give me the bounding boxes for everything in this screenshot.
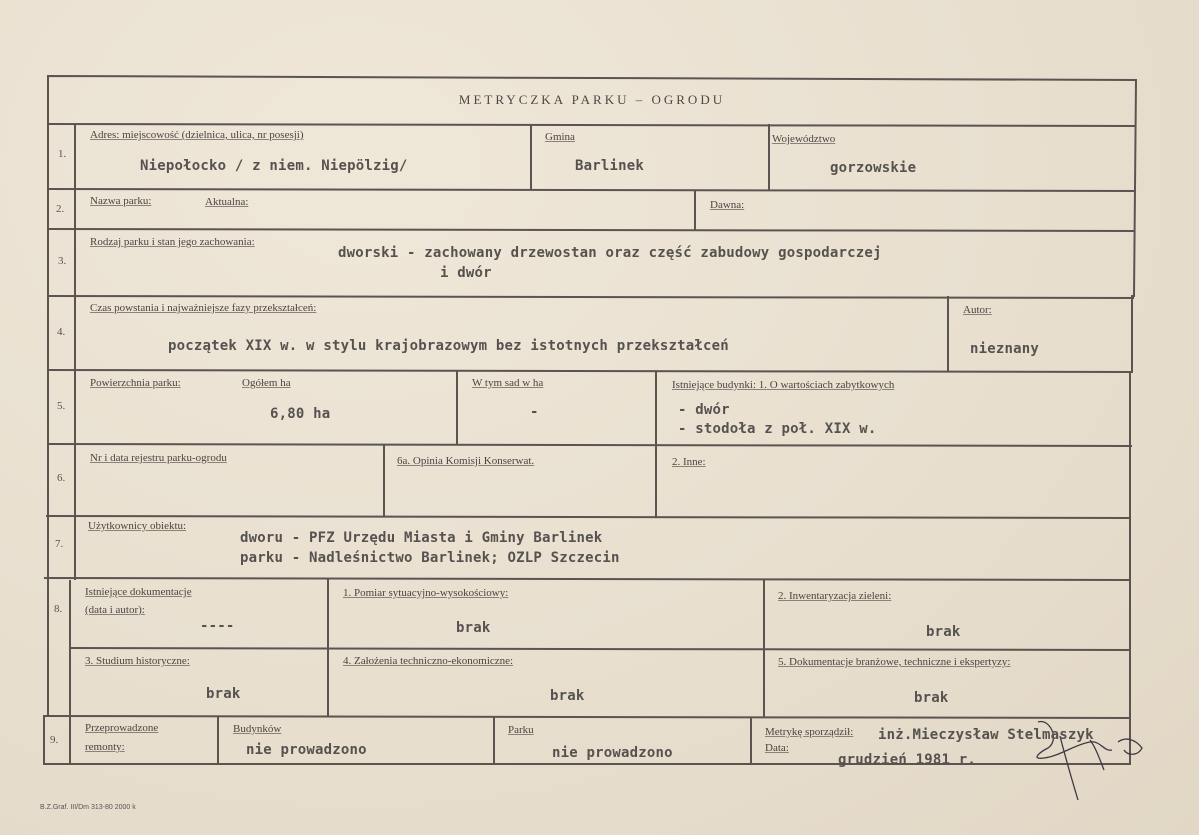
tech-econ-label: 4. Założenia techniczno-ekonomiczne: [343, 655, 514, 667]
survey-value: brak [456, 620, 491, 636]
documentation-value: ---- [200, 618, 235, 634]
branch-docs-label: 5. Dokumentacje branżowe, techniczne i ekspertyzy: [778, 656, 1011, 668]
buildings-repairs-label: Budynków [233, 723, 282, 735]
row-number: 7. [55, 538, 64, 550]
gmina-value: Barlinek [575, 158, 645, 174]
users-label: Użytkownicy obiektu: [88, 520, 187, 532]
park-type-label: Rodzaj parku i stan jego zachowania: [90, 236, 255, 248]
park-name-label: Nazwa parku: [90, 195, 152, 207]
branch-docs-value: brak [914, 690, 949, 706]
author-value: nieznany [970, 341, 1040, 357]
park-type-value: dworski - zachowany drzewostan oraz część zabudowy gospodarczej [338, 245, 882, 261]
origin-time-value: początek XIX w. w stylu krajobrazowym bez istotnych przekształceń [168, 338, 729, 354]
documentation-label-cont: (data i autor): [85, 604, 145, 616]
historical-study-value: brak [206, 686, 241, 702]
buildings-repairs-value: nie prowadzono [246, 742, 367, 758]
row-number: 6. [57, 472, 66, 484]
inventory-label: 2. Inwentaryzacja zieleni: [778, 590, 892, 602]
gmina-label: Gmina [545, 131, 575, 143]
park-type-value-cont: i dwór [440, 265, 492, 281]
row-number: 8. [54, 603, 63, 615]
author-label: Autor: [963, 304, 992, 316]
users-value-1: dworu - PFZ Urzędu Miasta i Gminy Barlinek [240, 530, 603, 546]
current-name-label: Aktualna: [205, 196, 249, 208]
documentation-label: Istniejące dokumentacje [85, 586, 192, 598]
row-number: 5. [57, 400, 66, 412]
orchard-area-label: W tym sad w ha [472, 377, 544, 389]
row-number: 3. [58, 255, 67, 267]
voivodeship-value: gorzowskie [830, 160, 917, 176]
origin-time-label: Czas powstania i najważniejsze fazy przekształceń: [90, 302, 317, 314]
row-number: 4. [57, 326, 66, 338]
existing-buildings-value-2: - stodoła z poł. XIX w. [678, 421, 877, 437]
area-label: Powierzchnia parku: [90, 377, 181, 389]
tech-econ-value: brak [550, 688, 585, 704]
made-by-value: inż.Mieczysław Stelmaszyk [878, 727, 1094, 743]
orchard-area-value: - [530, 404, 539, 420]
inventory-value: brak [926, 624, 961, 640]
total-area-value: 6,80 ha [270, 406, 331, 422]
row-number: 1. [58, 148, 67, 160]
historical-study-label: 3. Studium historyczne: [85, 655, 190, 667]
form-title: METRYCZKA PARKU – OGRODU [458, 92, 726, 107]
park-repairs-value: nie prowadzono [552, 745, 673, 761]
park-repairs-label: Parku [508, 724, 534, 736]
existing-buildings-label: Istniejące budynki: 1. O wartościach zabytkowych [672, 379, 895, 391]
voivodeship-label: Województwo [772, 133, 836, 145]
survey-label: 1. Pomiar sytuacyjno-wysokościowy: [343, 587, 509, 599]
address-value: Niepołocko / z niem. Niepölzig/ [140, 158, 408, 174]
former-name-label: Dawna: [710, 199, 745, 211]
date-value: grudzień 1981 r. [838, 752, 977, 768]
users-value-2: parku - Nadleśnictwo Barlinek; OZLP Szczecin [240, 550, 620, 566]
total-area-label: Ogółem ha [242, 377, 291, 389]
repairs-label-cont: remonty: [85, 741, 125, 753]
repairs-label: Przeprowadzone [85, 722, 159, 734]
print-footer: B.Z.Graf. III/Dm 313-80 2000 k [40, 804, 136, 811]
row-number: 2. [56, 203, 65, 215]
date-label: Data: [765, 742, 789, 754]
other-label: 2. Inne: [672, 456, 706, 468]
opinion-label: 6a. Opinia Komisji Konserwat. [397, 455, 535, 467]
row-number: 9. [50, 734, 59, 746]
register-label: Nr i data rejestru parku-ogrodu [90, 452, 227, 464]
made-by-label: Metrykę sporządził: [765, 726, 854, 738]
existing-buildings-value-1: - dwór [678, 402, 730, 418]
address-label: Adres: miejscowość (dzielnica, ulica, nr posesji) [90, 129, 304, 141]
